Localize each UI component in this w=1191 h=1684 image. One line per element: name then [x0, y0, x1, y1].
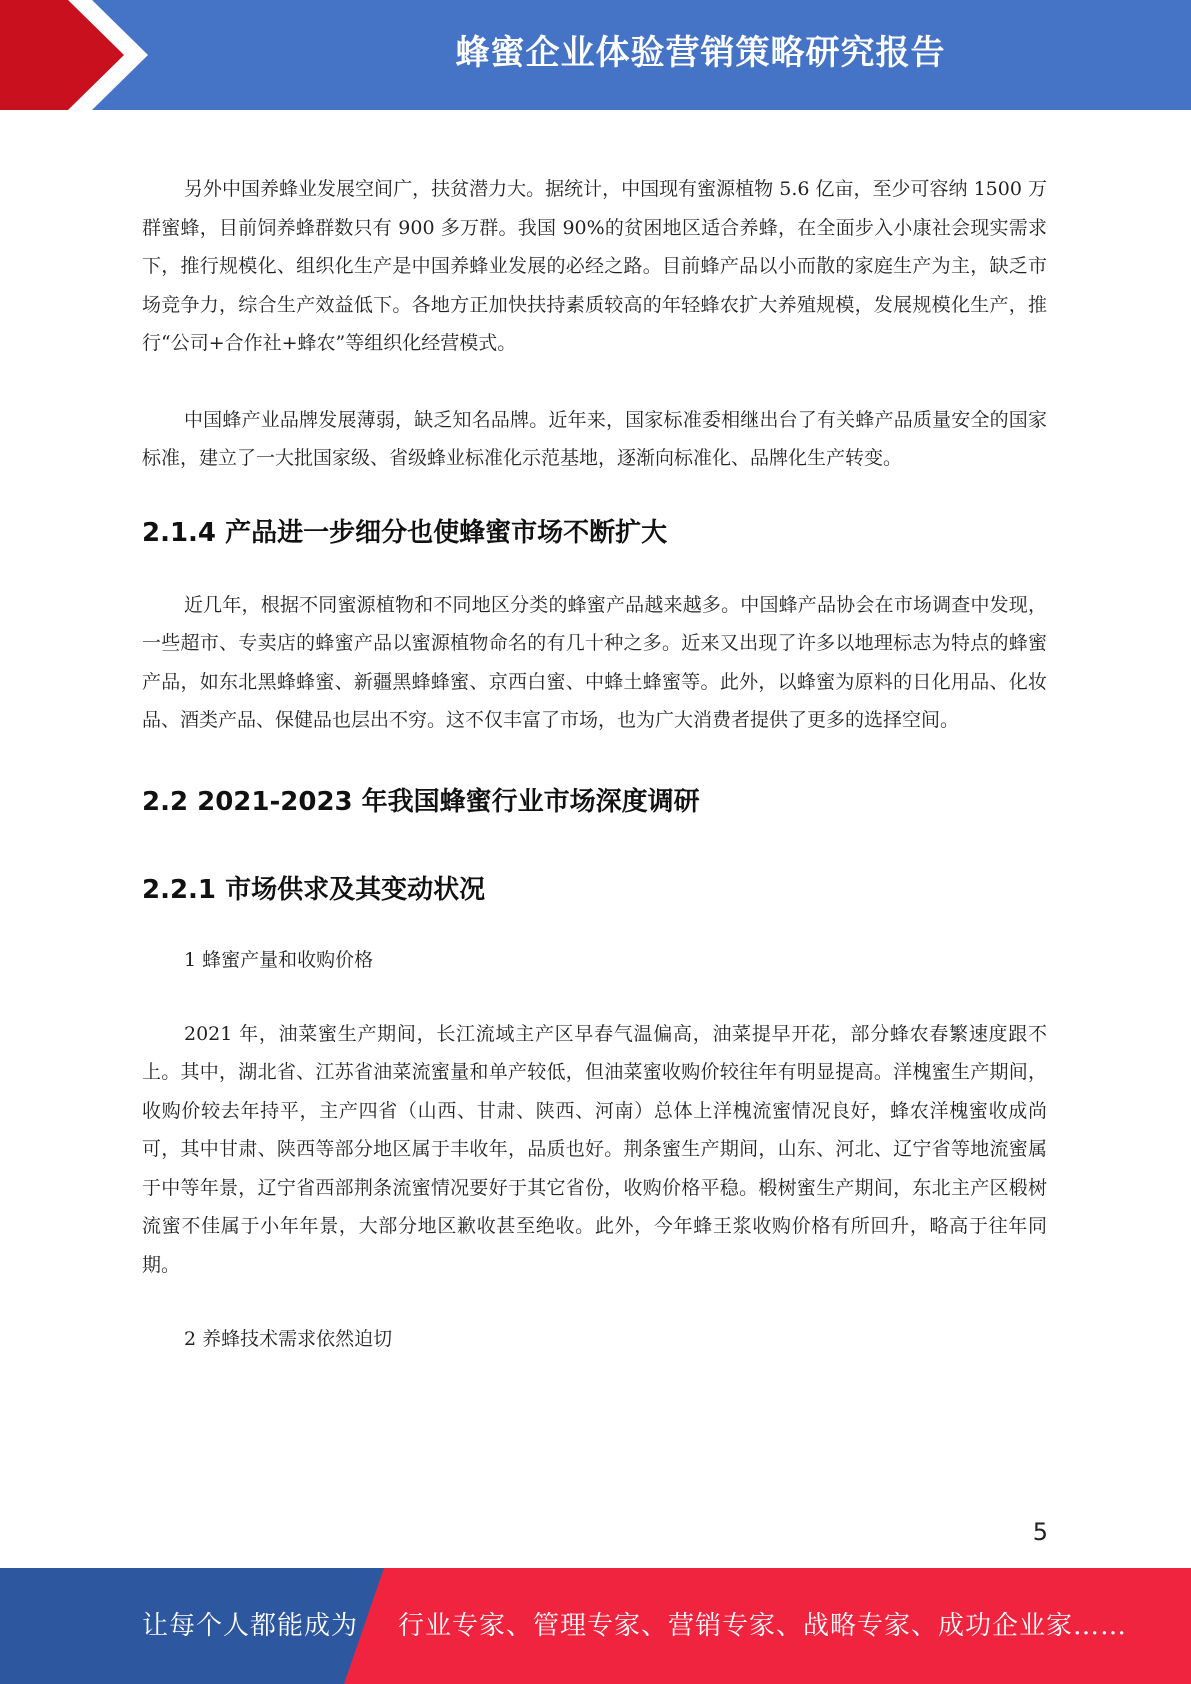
footer-slogan-right: 行业专家、管理专家、营销专家、战略专家、成功企业家…… [398, 1611, 1128, 1641]
report-title: 蜂蜜企业体验营销策略研究报告 [455, 33, 946, 73]
heading-2-2-1: 2.2.1 市场供求及其变动状况 [142, 874, 486, 905]
heading-2-2: 2.2 2021-2023 年我国蜂蜜行业市场深度调研 [142, 786, 700, 817]
subheading-1: 1 蜂蜜产量和收购价格 [184, 948, 374, 971]
subheading-2: 2 养蜂技术需求依然迫切 [184, 1328, 393, 1350]
paragraph-2: 中国蜂产业品牌发展薄弱，缺乏知名品牌。近年来，国家标准委相继出台了有关蜂产品质量安全的国家标准，建立了一大批国家级、省级蜂业标准化示范基地，逐渐向标准化、品牌化生产转变。 [142, 408, 1047, 469]
paragraph-4: 2021 年，油菜蜜生产期间，长江流域主产区早春气温偏高，油菜提早开花，部分蜂农春繁速度跟不上。其中，湖北省、江苏省油菜流蜜量和单产较低，但油菜蜜收购价较往年有明显提高。洋槐蜜生产期间，收购价较去年持平，主产四省（山西、甘肃、陕西、河南）总体上洋槐流蜜情况良好，蜂农洋槐蜜收成尚可，其中甘肃、陕西等部分地区属于丰收年，品质也好。荆条蜜生产期间，山东、河北、辽宁省等地流蜜属于中等年景，辽宁省西部荆条流蜜情况要好于其它省份，收购价格平稳。椴树蜜生产期间，东北主产区椴树流蜜不佳属于小年年景，大部分地区歉收甚至绝收。此外，今年蜂王浆收购价格有所回升，略高于往年同期。 [142, 1022, 1047, 1276]
page-content [142, 170, 1047, 1358]
heading-2-1-4: 2.1.4 产品进一步细分也使蜂蜜市场不断扩大 [142, 517, 668, 548]
paragraph-1: 另外中国养蜂业发展空间广，扶贫潜力大。据统计，中国现有蜜源植物 5.6 亿亩，至少可容纳 1500 万群蜜蜂，目前饲养蜂群数只有 900 多万群。我国 90%的贫困地区适合养蜂，在全面步入小康社会现实需求下，推行规模化、组织化生产是中国养蜂业发展的必经之路。目前蜂产品以小而散的家庭生产为主，缺乏市场竞争力，综合生产效益低下。各地方正加快扶持素质较高的年轻蜂农扩大养殖规模，发展规模化生产，推行“公司+合作社+蜂农”等组织化经营模式。 [142, 178, 1047, 354]
paragraph-3: 近几年，根据不同蜜源植物和不同地区分类的蜂蜜产品越来越多。中国蜂产品协会在市场调查中发现，一些超市、专卖店的蜂蜜产品以蜜源植物命名的有几十种之多。近来又出现了许多以地理标志为特点的蜂蜜产品，如东北黑蜂蜂蜜、新疆黑蜂蜂蜜、京西白蜜、中蜂土蜂蜜等。此外，以蜂蜜为原料的日化用品、化妆品、酒类产品、保健品也层出不穷。这不仅丰富了市场，也为广大消费者提供了更多的选择空间。 [142, 593, 1047, 731]
page-number: 5 [1032, 1518, 1048, 1546]
page-footer [0, 1568, 1191, 1684]
footer-slogan-left: 让每个人都能成为 [142, 1611, 359, 1641]
page-header [0, 0, 1191, 110]
